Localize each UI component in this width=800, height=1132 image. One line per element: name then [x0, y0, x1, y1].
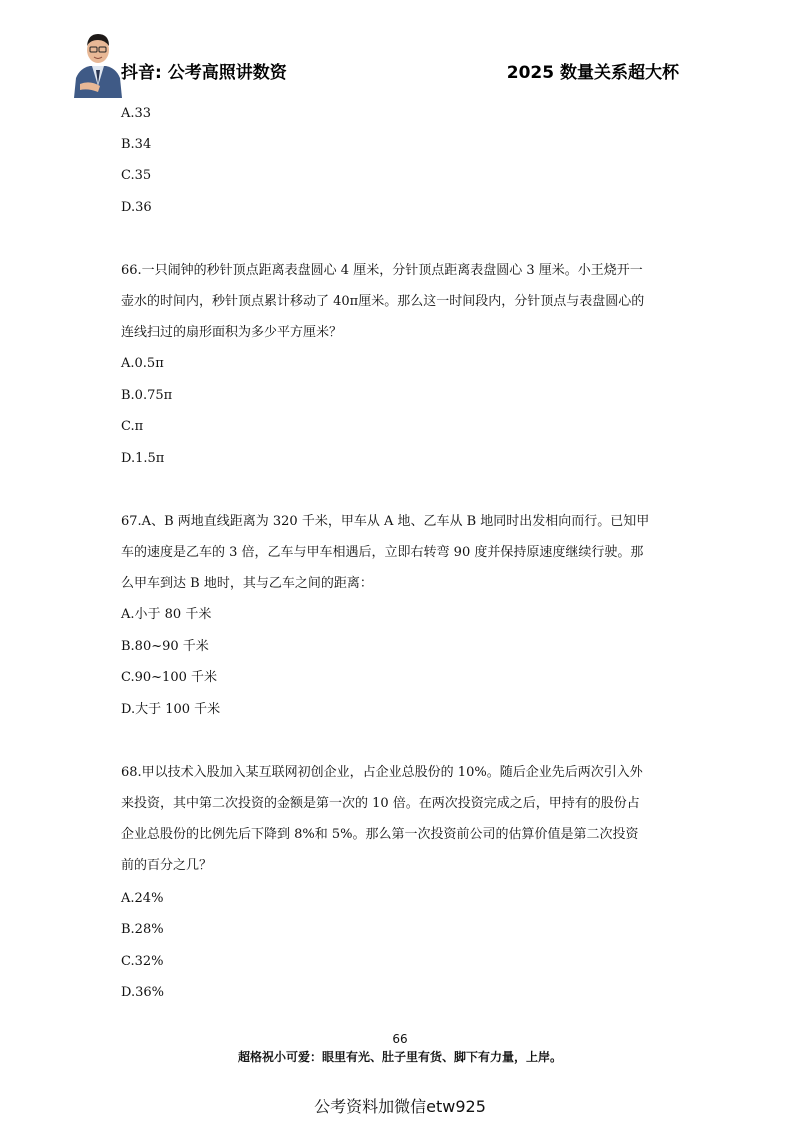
question-line: 66.一只闹钟的秒针顶点距离表盘圆心 4 厘米，分针顶点距离表盘圆心 3 厘米。小王烧开一 [121, 263, 643, 278]
option-a: A.0.5π [121, 356, 164, 371]
page-number: 66 [392, 1032, 408, 1046]
header-channel-title: 抖音: 公考高照讲数资 [121, 63, 287, 83]
question-line: 车的速度是乙车的 3 倍，乙车与甲车相遇后，立即右转弯 90 度并保持原速度继续行驶。那 [121, 545, 644, 560]
option-b: B.0.75π [121, 388, 173, 403]
footer-motto: 超格祝小可爱：眼里有光、肚子里有货、脚下有力量，上岸。 [237, 1050, 562, 1064]
option-c: C.32% [121, 954, 164, 969]
question-line: 连线扫过的扇形面积为多少平方厘米？ [121, 325, 343, 340]
question-line: 68.甲以技术入股加入某互联网初创企业，占企业总股份的 10%。随后企业先后两次引入外 [121, 765, 643, 780]
header-book-title: 2025 数量关系超大杯 [506, 63, 679, 83]
question-line: 么甲车到达 B 地时，其与乙车之间的距离： [121, 576, 373, 591]
question-line: 67.A、B 两地直线距离为 320 千米，甲车从 A 地、乙车从 B 地同时出发相向而行。已知甲 [121, 514, 650, 529]
question-67 [121, 506, 686, 599]
option-d: D.36 [121, 200, 152, 215]
option-a: A.33 [121, 106, 152, 121]
option-b: B.28% [121, 922, 164, 937]
question-line: 来投资，其中第二次投资的金额是第一次的 10 倍。在两次投资完成之后，甲持有的股份占 [121, 796, 640, 811]
option-d: D.大于 100 千米 [121, 702, 221, 717]
question-68 [121, 757, 686, 881]
option-c: C.π [121, 419, 144, 434]
option-b: B.80~90 千米 [121, 639, 209, 654]
option-a: A.小于 80 千米 [121, 607, 212, 622]
footer-wechat-note: 公考资料加微信etw925 [314, 1097, 486, 1116]
option-b: B.34 [121, 137, 152, 152]
option-d: D.36% [121, 985, 164, 1000]
question-line: 前的百分之几？ [121, 858, 213, 873]
option-d: D.1.5π [121, 451, 165, 466]
question-66 [121, 255, 686, 348]
option-c: C.35 [121, 168, 152, 183]
author-avatar [70, 26, 126, 98]
option-a: A.24% [121, 891, 164, 906]
option-c: C.90~100 千米 [121, 670, 217, 685]
question-line: 企业总股份的比例先后下降到 8%和 5%。那么第一次投资前公司的估算价值是第二次投资 [121, 827, 639, 842]
question-line: 壶水的时间内，秒针顶点累计移动了 40π厘米。那么这一时间段内，分针顶点与表盘圆心的 [121, 294, 645, 309]
